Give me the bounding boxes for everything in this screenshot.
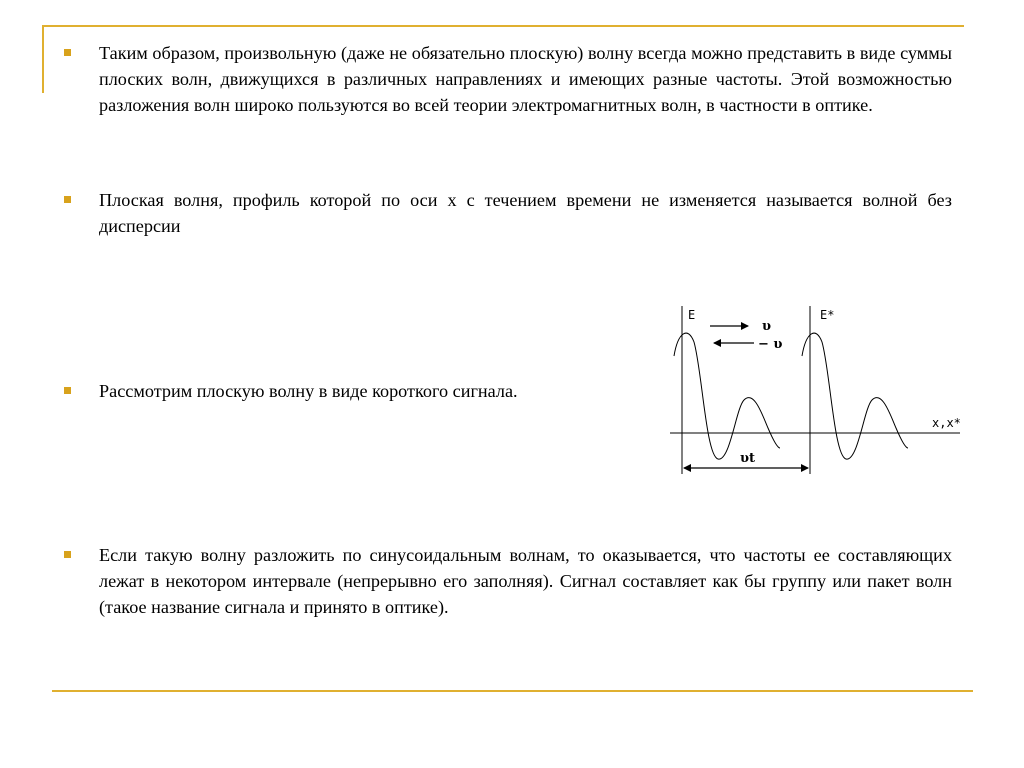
wave-profile-shifted bbox=[802, 333, 908, 459]
label-e: E bbox=[688, 308, 696, 322]
label-vt: υt bbox=[740, 451, 756, 466]
label-e-star: E* bbox=[820, 308, 835, 322]
square-bullet-icon bbox=[64, 387, 71, 394]
bullet-text: Плоская волня, профиль которой по оси x с течением времени не изменяется называется волной без дисперсии bbox=[99, 190, 952, 237]
square-bullet-icon bbox=[64, 551, 71, 558]
bottom-rule bbox=[52, 690, 973, 692]
square-bullet-icon bbox=[64, 49, 71, 56]
label-minus-velocity: − υ bbox=[758, 337, 783, 352]
bullet-text: Рассмотрим плоскую волну в виде короткого сигнала. bbox=[99, 381, 518, 401]
label-axis: x,x* bbox=[932, 416, 961, 430]
wave-packet-figure bbox=[662, 296, 982, 486]
top-rule bbox=[42, 25, 964, 27]
label-velocity: υ bbox=[762, 319, 772, 334]
square-bullet-icon bbox=[64, 196, 71, 203]
left-rule bbox=[42, 25, 44, 93]
bullet-text: Таким образом, произвольную (даже не обязательно плоскую) волну всегда можно представить в виде суммы плоских волн, движущихся в различных направлениях и имеющих разные частоты. Этой возможностью разложения волн широко пользуются во всей теории электромагнитных волн, в частности в оптике. bbox=[99, 43, 952, 116]
bullet-text: Если такую волну разложить по синусоидальным волнам, то оказывается, что частоты ее составляющих лежат в некотором интервале (непрерывно его заполняя). Сигнал составляет как бы группу или пакет волн (такое название сигнала и принято в оптике). bbox=[99, 545, 952, 618]
